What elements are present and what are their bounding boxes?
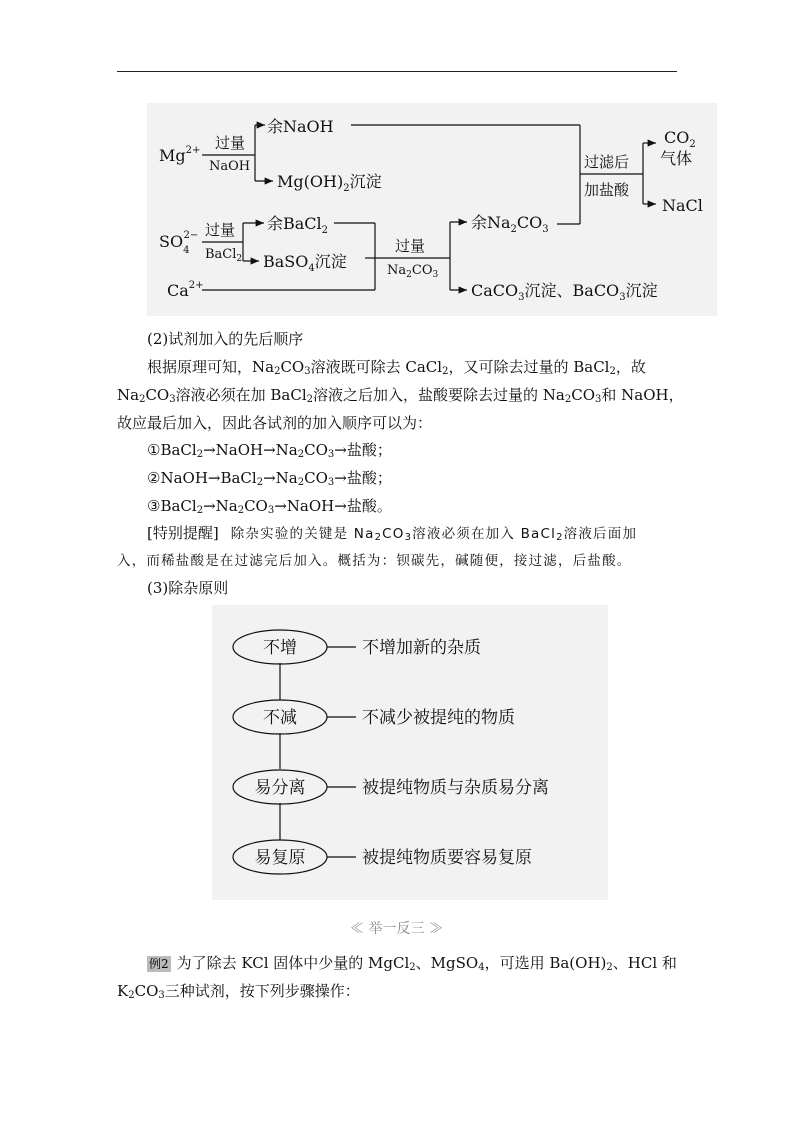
label-na2co3: $Na_2CO_3$ bbox=[387, 263, 439, 280]
mg-ion: $Mg^{2+}$ bbox=[159, 145, 201, 165]
node-nacl: NaCl bbox=[662, 196, 703, 215]
principle-desc-4: 被提纯物质要容易复原 bbox=[362, 848, 532, 868]
principle-desc-3: 被提纯物质与杂质易分离 bbox=[362, 778, 549, 798]
order-2: $②NaOH\to BaCl_2\to Na_2CO_3\to$盐酸； bbox=[147, 469, 392, 488]
tip-line1: [特别提醒] 除杂实验的关键是 $Na_2CO_3$溶液必须在加入 BaCl$_2$溶液后面加 bbox=[147, 524, 638, 543]
principle-name-2: 不减 bbox=[263, 708, 297, 728]
node-yu-naoh: 余NaOH bbox=[267, 117, 334, 136]
principle-name-1: 不增 bbox=[263, 638, 297, 658]
example-badge: 例2 bbox=[149, 957, 169, 971]
label-naoh: NaOH bbox=[209, 159, 251, 174]
para1-line1: 根据原理可知，$Na_2CO_3$溶液既可除去 CaCl$_2$，又可除去过量的 BaCl$_2$，故 bbox=[147, 358, 646, 377]
section3-title: (3)除杂原则 bbox=[147, 579, 229, 597]
principle-desc-2: 不减少被提纯的物质 bbox=[362, 708, 515, 728]
purification-flow-diagram bbox=[147, 103, 717, 316]
label-filter: 过滤后 bbox=[584, 153, 630, 171]
tip-label: [特别提醒] bbox=[147, 524, 219, 542]
node-mgoh2: $Mg(OH)_2$沉淀 bbox=[277, 172, 382, 194]
tip-line2: 入，而稀盐酸是在过滤完后加入。概括为：钡碳先，碱随便，接过滤，后盐酸。 bbox=[117, 553, 632, 569]
example-line1: 例2 为了除去 KCl 固体中少量的 MgCl$_2$、MgSO$_4$，可选用 $Ba(OH)_2$、HCl 和 bbox=[149, 954, 677, 973]
principle-name-3: 易分离 bbox=[254, 778, 306, 798]
example-line2: $K_2CO_3$三种试剂，按下列步骤操作： bbox=[117, 982, 360, 1001]
label-bacl2: BaCl$_2$ bbox=[205, 247, 243, 264]
principles-diagram bbox=[212, 605, 608, 900]
para1-line3: 故应最后加入，因此各试剂的加入顺序可以为： bbox=[117, 414, 433, 432]
node-yu-bacl2: 余BaCl$_2$ bbox=[267, 214, 329, 236]
principle-name-4: 易复原 bbox=[254, 848, 306, 868]
order-3: $③BaCl_2\to Na_2CO_3\to NaOH\to$盐酸。 bbox=[147, 497, 392, 516]
label-excess-2: 过量 bbox=[205, 221, 236, 239]
ca-ion: $Ca^{2+}$ bbox=[167, 280, 204, 300]
label-add-hcl: 加盐酸 bbox=[584, 181, 630, 199]
node-gas: 气体 bbox=[660, 149, 693, 168]
label-excess-3: 过量 bbox=[395, 237, 426, 255]
section2-title: (2)试剂加入的先后顺序 bbox=[147, 330, 304, 348]
principle-desc-1: 不增加新的杂质 bbox=[362, 638, 481, 658]
so4-ion: $SO_42-$ bbox=[159, 230, 199, 256]
section-divider: ≪ 举一反三 ≫ bbox=[350, 921, 443, 937]
header-rule bbox=[117, 71, 677, 72]
node-yu-na2co3: 余$Na_2CO_3$ bbox=[471, 213, 549, 235]
para1-line2: $Na_2CO_3$溶液必须在加 BaCl$_2$溶液之后加入，盐酸要除去过量的 $Na_2CO_3$和 NaOH， bbox=[117, 386, 684, 405]
node-baso4: BaSO$_4$沉淀 bbox=[263, 252, 347, 274]
label-excess-1: 过量 bbox=[215, 134, 246, 152]
order-1: $①BaCl_2\to NaOH\to Na_2CO_3\to$盐酸； bbox=[147, 441, 392, 460]
node-precipitates: CaCO$_3$沉淀、BaCO$_3$沉淀 bbox=[471, 281, 658, 303]
node-co2: $CO_2$ bbox=[664, 128, 696, 150]
